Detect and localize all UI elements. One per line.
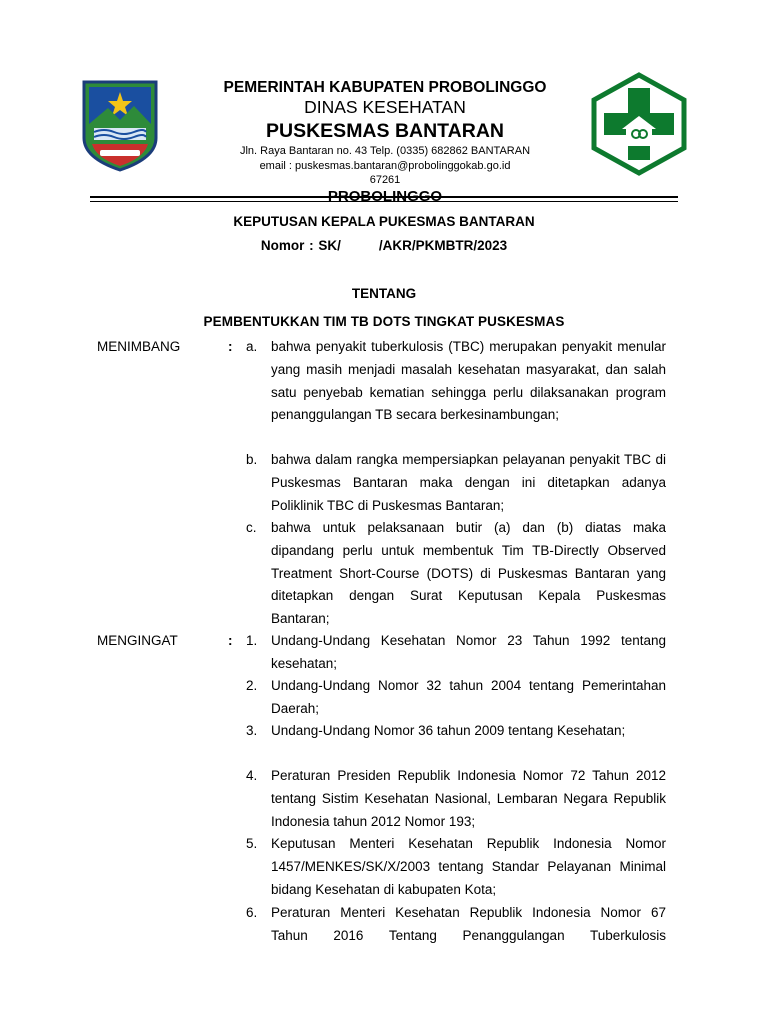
email-line: email : puskesmas.bantaran@probolinggokab.go.id <box>259 159 511 172</box>
list-item <box>246 449 666 517</box>
letterhead <box>170 78 600 206</box>
government-name: PEMERINTAH KABUPATEN PROBOLINGGO <box>223 79 547 96</box>
item-text: Keputusan Menteri Kesehatan Republik Indonesia Nomor 1457/MENKES/SK/X/2003 tentang Standar Pelayanan Minimal bidang Kesehatan di kabupaten Kota; <box>271 836 666 897</box>
item-marker: 1. <box>246 633 258 648</box>
item-text: Peraturan Presiden Republik Indonesia Nomor 72 Tahun 2012 tentang Sistim Kesehatan Nasional, Lembaran Negara Republik Indonesia tahun 2012 Nomor 193; <box>271 768 666 829</box>
mengingat-label: MENGINGAT <box>97 633 178 648</box>
item-marker: b. <box>246 452 258 467</box>
list-item <box>246 902 666 948</box>
item-text: bahwa dalam rangka mempersiapkan pelayanan penyakit TBC di Puskesmas Bantaran maka dengan ini ditetapkan adanya Poliklinik TBC di Puskesmas Bantaran; <box>271 452 666 513</box>
institution-name: PUSKESMAS BANTARAN <box>266 120 504 142</box>
probolinggo-regency-crest-logo <box>78 78 162 172</box>
list-item <box>246 675 666 721</box>
address-line: Jln. Raya Bantaran no. 43 Telp. (0335) 682862 BANTARAN <box>239 145 531 157</box>
item-text: bahwa penyakit tuberkulosis (TBC) merupakan penyakit menular yang masih menjadi masalah kesehatan masyarakat, dan salah satu penyebab kematian sehingga perlu dilaksanakan program penanggulangan TB secara berkesinambungan; <box>271 339 666 423</box>
city-name: PROBOLINGGO <box>327 187 443 205</box>
menimbang-label: MENIMBANG <box>97 339 181 354</box>
item-text: Undang-Undang Nomor 32 tahun 2004 tentang Pemerintahan Daerah; <box>271 678 666 716</box>
item-marker: 3. <box>246 723 258 738</box>
item-marker: c. <box>246 520 257 535</box>
list-item <box>246 833 666 901</box>
item-text: Peraturan Menteri Kesehatan Republik Indonesia Nomor 67 Tahun 2016 Tentang Penanggulangan Tuberkulosis <box>271 905 666 943</box>
item-text: Undang-Undang Nomor 36 tahun 2009 tentang Kesehatan; <box>271 723 626 738</box>
list-item <box>246 517 666 631</box>
item-marker: 2. <box>246 678 258 693</box>
decree-subject: PEMBENTUKKAN TIM TB DOTS TINGKAT PUSKESMAS <box>203 314 565 329</box>
letterhead-rule-thin <box>90 201 678 202</box>
item-marker: a. <box>246 339 258 354</box>
list-item <box>246 765 666 833</box>
decree-title: KEPUTUSAN KEPALA PUKESMAS BANTARAN <box>233 214 535 229</box>
item-text: Undang-Undang Kesehatan Nomor 23 Tahun 1992 tentang kesehatan; <box>271 633 666 671</box>
item-marker: 6. <box>246 905 258 920</box>
postal-code: 67261 <box>369 174 401 186</box>
about-heading: TENTANG <box>351 286 417 301</box>
item-marker: 5. <box>246 836 258 851</box>
department-name: DINAS KESEHATAN <box>304 97 466 117</box>
decree-number: Nomor : SK/ /AKR/PKMBTR/2023 <box>260 238 508 253</box>
mengingat-colon: : <box>228 633 233 648</box>
list-item <box>246 720 666 743</box>
letterhead-rule-thick <box>90 196 678 198</box>
item-marker: 4. <box>246 768 258 783</box>
item-text: bahwa untuk pelaksanaan butir (a) dan (b) diatas maka dipandang perlu untuk membentuk Tim TB-Directly Observed Treatment Short-Course (DOTS) di Puskesmas Bantaran yang ditetapkan dengan Surat Keputusan Kepala Puskesmas Bantaran; <box>271 520 666 627</box>
list-item <box>246 336 666 427</box>
menimbang-colon: : <box>228 339 233 354</box>
puskesmas-cross-logo <box>588 72 690 176</box>
list-item <box>246 630 666 676</box>
